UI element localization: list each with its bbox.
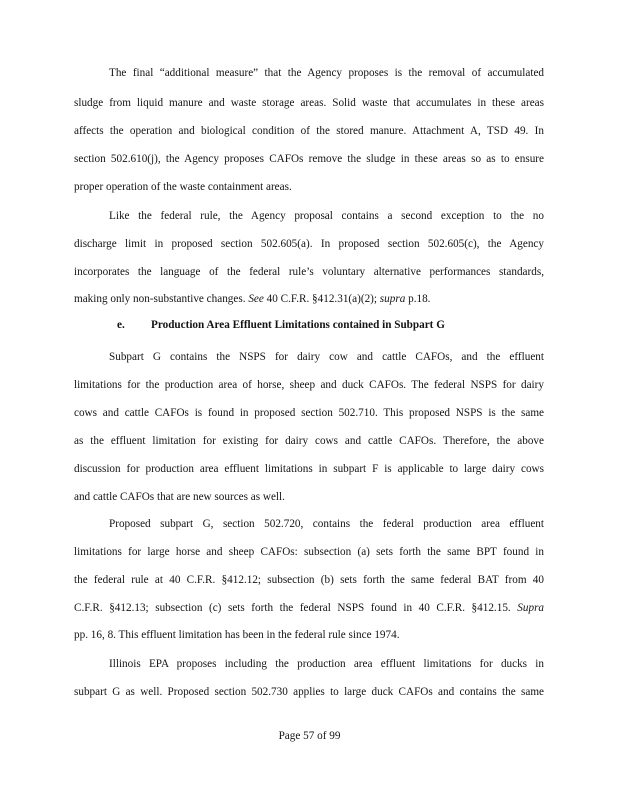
paragraph-3-line-3: cows and cattle CAFOs is found in proposed section 502.710. This proposed NSPS is the same — [74, 407, 544, 419]
paragraph-3-line-4: as the effluent limitation for existing for dairy cows and cattle CAFOs. Therefore, the above — [74, 435, 544, 447]
paragraph-2-line-4 — [74, 292, 544, 306]
supra-word: Supra — [517, 602, 545, 614]
paragraph-4-line-5: pp. 16, 8. This effluent limitation has been in the federal rule since 1974. — [74, 629, 400, 641]
section-heading-letter: e. — [117, 319, 125, 331]
supra-signal: supra — [379, 293, 406, 305]
paragraph-4-line-3: the federal rule at 40 C.F.R. §412.12; subsection (b) sets forth the same federal BAT from 40 — [74, 574, 544, 586]
section-heading-title: Production Area Effluent Limitations contained in Subpart G — [151, 319, 445, 331]
paragraph-3-line-1: Subpart G contains the NSPS for dairy cow and cattle CAFOs, and the effluent — [109, 351, 544, 363]
paragraph-4-line-4 — [74, 601, 544, 615]
supra-page: p.18. — [405, 293, 431, 305]
paragraph-1-line-5: proper operation of the waste containment areas. — [74, 181, 292, 193]
paragraph-4-line-1: Proposed subpart G, section 502.720, contains the federal production area effluent — [109, 518, 544, 530]
paragraph-2-line-3: incorporates the language of the federal rule’s voluntary alternative performances standards, — [74, 266, 544, 278]
paragraph-3-line-5: discussion for production area effluent limitations in subpart F is applicable to large dairy cows — [74, 463, 544, 475]
paragraph-5-line-2: subpart G as well. Proposed section 502.730 applies to large duck CAFOs and contains the same — [74, 686, 544, 698]
paragraph-1-line-2: sludge from liquid manure and waste storage areas. Solid waste that accumulates in these areas — [74, 97, 544, 109]
paragraph-4-line-4-text: C.F.R. §412.13; subsection (c) sets forth the federal NSPS found in 40 C.F.R. §412.15. — [74, 602, 511, 614]
cfr-citation: 40 C.F.R. §412.31(a)(2); — [263, 293, 380, 305]
paragraph-5-line-1: Illinois EPA proposes including the production area effluent limitations for ducks in — [109, 658, 544, 670]
paragraph-1-line-1: The final “additional measure” that the Agency proposes is the removal of accumulated — [109, 67, 544, 79]
paragraph-3-line-2: limitations for the production area of horse, sheep and duck CAFOs. The federal NSPS for dairy — [74, 379, 544, 391]
paragraph-4-line-2: limitations for large horse and sheep CAFOs: subsection (a) sets forth the same BPT found in — [74, 546, 544, 558]
paragraph-1-line-4: section 502.610(j), the Agency proposes CAFOs remove the sludge in these areas so as to ensure — [74, 153, 544, 165]
paragraph-2-line-4-text: making only non-substantive changes. — [74, 293, 246, 305]
see-signal: See — [248, 293, 264, 305]
paragraph-2-line-1: Like the federal rule, the Agency proposal contains a second exception to the no — [109, 210, 544, 222]
paragraph-2-line-2: discharge limit in proposed section 502.605(a). In proposed section 502.605(c), the Agency — [74, 238, 544, 250]
page-number: Page 57 of 99 — [278, 730, 341, 742]
paragraph-1-line-3: affects the operation and biological condition of the stored manure. Attachment A, TSD 49. In — [74, 125, 544, 137]
paragraph-3-line-6: and cattle CAFOs that are new sources as well. — [74, 491, 285, 503]
